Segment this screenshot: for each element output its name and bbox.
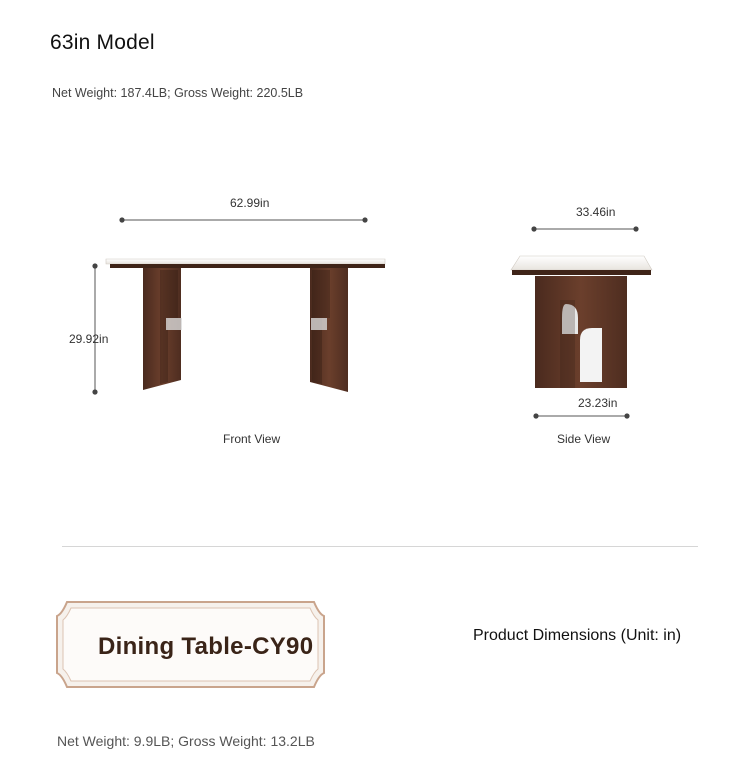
- front-width-dimension-line: [119, 217, 367, 222]
- front-view-table: [106, 259, 385, 392]
- front-height-dimension-line: [92, 263, 97, 394]
- model-weight-info: Net Weight: 187.4LB; Gross Weight: 220.5LB: [52, 86, 304, 100]
- side-base-width-label: 23.23in: [578, 396, 618, 410]
- front-width-label: 62.99in: [230, 196, 270, 210]
- product-name-frame: [53, 598, 328, 691]
- product-name: Dining Table-CY90: [98, 633, 314, 660]
- side-top-width-label: 33.46in: [576, 205, 616, 219]
- front-view-caption: Front View: [223, 432, 281, 446]
- front-height-label: 29.92in: [69, 332, 109, 346]
- side-top-width-dimension-line: [531, 226, 638, 231]
- model-title: 63in Model: [50, 31, 155, 54]
- product-weight-info: Net Weight: 9.9LB; Gross Weight: 13.2LB: [57, 733, 315, 749]
- side-base-width-dimension-line: [533, 413, 629, 418]
- section-divider: [62, 546, 698, 547]
- side-view-table: [511, 256, 652, 388]
- side-view-caption: Side View: [557, 432, 611, 446]
- product-dimensions-caption: Product Dimensions (Unit: in): [473, 627, 682, 644]
